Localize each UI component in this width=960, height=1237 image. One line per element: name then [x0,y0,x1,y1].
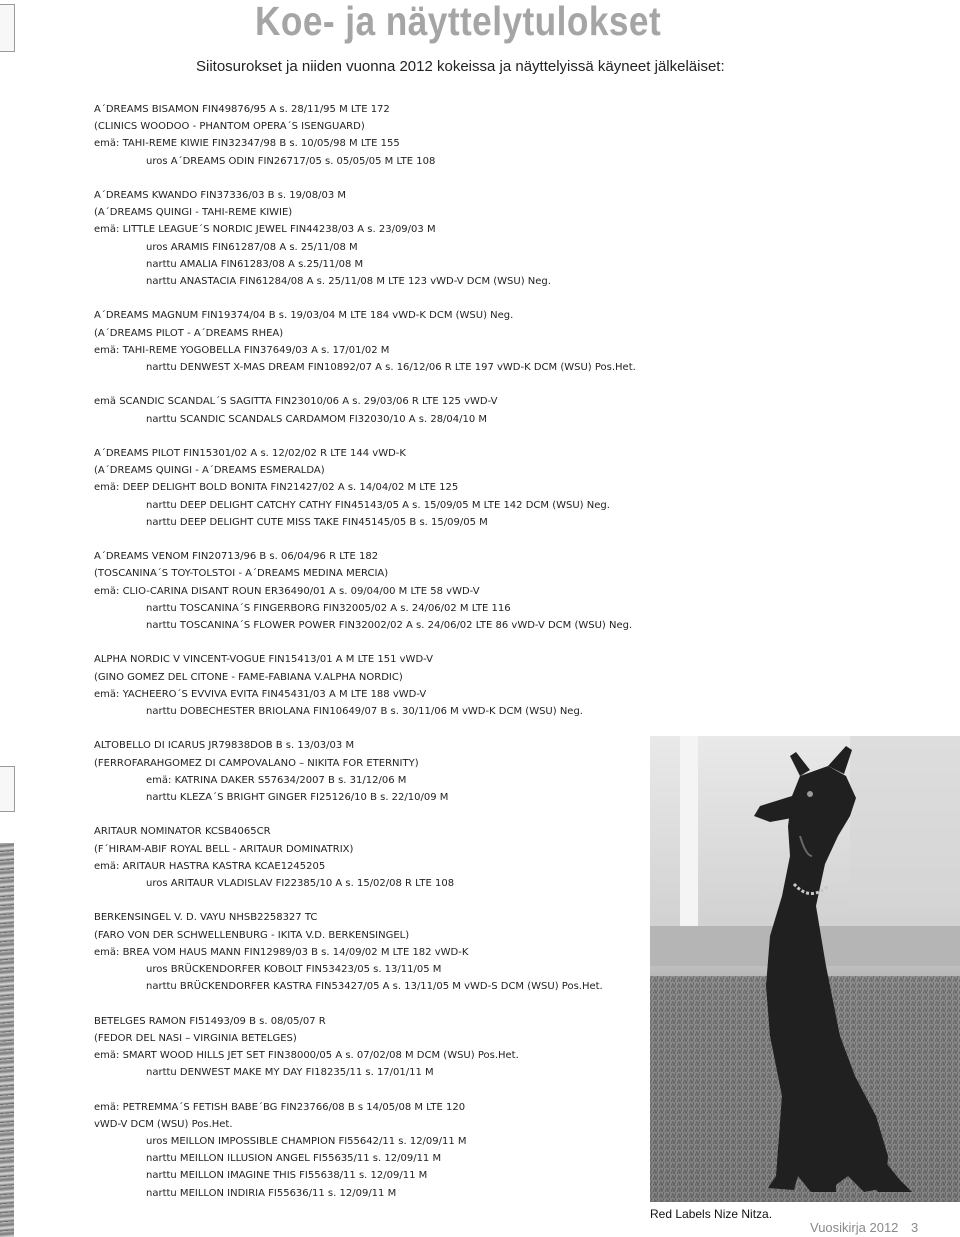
left-photo-strip [0,843,14,1237]
entry-line: A´DREAMS MAGNUM FIN19374/04 B s. 19/03/04 M LTE 184 vWD-K DCM (WSU) Neg. [94,310,514,322]
entry-block [94,909,654,995]
entry-line: ARITAUR NOMINATOR KCSB4065CR [94,826,271,838]
entry-block [94,445,654,531]
entry-line: (FEDOR DEL NASI – VIRGINIA BETELGES) [94,1032,297,1044]
results-list [94,101,654,1219]
offspring-line: narttu ANASTACIA FIN61284/08 A s. 25/11/08 M LTE 123 vWD-V DCM (WSU) Neg. [146,276,551,288]
entry-block [94,823,654,892]
entry-line: ALTOBELLO DI ICARUS JR79838DOB B s. 13/03/03 M [94,740,355,752]
offspring-line: narttu DEEP DELIGHT CATCHY CATHY FIN45143/05 A s. 15/09/05 M LTE 142 DCM (WSU) Neg. [146,499,610,511]
entry-block [94,393,654,427]
entry-block [94,737,654,806]
offspring-line: uros A´DREAMS ODIN FIN26717/05 s. 05/05/05 M LTE 108 [146,155,436,167]
page-number: 3 [911,1220,919,1235]
entry-line: A´DREAMS PILOT FIN15301/02 A s. 12/02/02 R LTE 144 vWD-K [94,448,406,459]
offspring-line: narttu DOBECHESTER BRIOLANA FIN10649/07 B s. 30/11/06 M vWD-K DCM (WSU) Neg. [146,706,583,718]
offspring-line: uros MEILLON IMPOSSIBLE CHAMPION FI55642/11 s. 12/09/11 M [146,1136,467,1148]
entry-line: BETELGES RAMON FI51493/09 B s. 08/05/07 R [94,1015,326,1027]
entry-block [94,1013,654,1082]
entry-line: emä: BREA VOM HAUS MANN FIN12989/03 B s. 14/09/02 M LTE 182 vWD-K [94,946,469,958]
offspring-line: narttu MEILLON ILLUSION ANGEL FI55635/11 s. 12/09/11 M [146,1153,442,1165]
offspring-line: emä: KATRINA DAKER S57634/2007 B s. 31/12/06 M [146,774,407,786]
entry-line: (GINO GOMEZ DEL CITONE - FAME-FABIANA V.ALPHA NORDIC) [94,671,403,683]
entry-line: (CLINICS WOODOO - PHANTOM OPERA´S ISENGUARD) [94,121,365,133]
entry-line: emä: ARITAUR HASTRA KASTRA KCAE1245205 [94,860,326,872]
offspring-line: narttu BRÜCKENDORFER KASTRA FIN53427/05 A s. 13/11/05 M vWD-S DCM (WSU) Pos.Het. [146,981,603,993]
entry-block [94,307,654,376]
margin-tab-top [0,4,15,52]
offspring-line: narttu AMALIA FIN61283/08 A s.25/11/08 M [146,258,364,270]
entry-line: (A´DREAMS PILOT - A´DREAMS RHEA) [94,327,284,339]
dog-photo [650,736,960,1202]
margin-tab-middle [0,766,15,812]
entry-line: emä: DEEP DELIGHT BOLD BONITA FIN21427/02 A s. 14/04/02 M LTE 125 [94,482,459,494]
entry-line: A´DREAMS VENOM FIN20713/96 B s. 06/04/96 R LTE 182 [94,551,379,563]
offspring-line: narttu DENWEST X-MAS DREAM FIN10892/07 A s. 16/12/06 R LTE 197 vWD-K DCM (WSU) Pos.Het. [146,362,636,374]
offspring-line: narttu MEILLON IMAGINE THIS FI55638/11 s. 12/09/11 M [146,1170,428,1182]
entry-line: A´DREAMS BISAMON FIN49876/95 A s. 28/11/95 M LTE 172 [94,104,390,115]
entry-block [94,548,654,634]
entry-line: (FARO VON DER SCHWELLENBURG - IKITA V.D. BERKENSINGEL) [94,929,410,941]
offspring-line: narttu DENWEST MAKE MY DAY FI18235/11 s. 17/01/11 M [146,1067,434,1079]
entry-line: emä: TAHI-REME KIWIE FIN32347/98 B s. 10/05/98 M LTE 155 [94,138,400,150]
offspring-line: uros BRÜCKENDORFER KOBOLT FIN53423/05 s. 13/11/05 M [146,964,442,976]
page-title: Koe- ja näyttelytulokset [255,0,662,44]
offspring-line: narttu TOSCANINA´S FINGERBORG FIN32005/02 A s. 24/06/02 M LTE 116 [146,602,511,614]
entry-line: emä: CLIO-CARINA DISANT ROUN ER36490/01 A s. 09/04/00 M LTE 58 vWD-V [94,585,480,597]
entry-line: vWD-V DCM (WSU) Pos.Het. [94,1118,233,1130]
entry-block [94,101,654,170]
offspring-line: uros ARITAUR VLADISLAV FI22385/10 A s. 15/02/08 R LTE 108 [146,878,455,890]
page-subtitle: Siitosurokset ja niiden vuonna 2012 kokeissa ja näyttelyissä käyneet jälkeläiset: [196,58,725,75]
entry-line: (A´DREAMS QUINGI - A´DREAMS ESMERALDA) [94,465,325,477]
entry-block [94,187,654,290]
entry-line: (F´HIRAM-ABIF ROYAL BELL - ARITAUR DOMINATRIX) [94,843,354,855]
entry-line: emä: SMART WOOD HILLS JET SET FIN38000/05 A s. 07/02/08 M DCM (WSU) Pos.Het. [94,1050,519,1062]
offspring-line: uros ARAMIS FIN61287/08 A s. 25/11/08 M [146,241,358,253]
entry-block [94,1099,654,1202]
entry-line: emä: PETREMMA´S FETISH BABE´BG FIN23766/08 B s 14/05/08 M LTE 120 [94,1101,466,1113]
entry-line: A´DREAMS KWANDO FIN37336/03 B s. 19/08/03 M [94,190,347,201]
entry-line: (TOSCANINA´S TOY-TOLSTOI - A´DREAMS MEDINA MERCIA) [94,568,389,580]
offspring-line: narttu MEILLON INDIRIA FI55636/11 s. 12/09/11 M [146,1187,397,1199]
entry-block [94,651,654,720]
entry-line: (FERROFARAHGOMEZ DI CAMPOVALANO – NIKITA FOR ETERNITY) [94,757,419,769]
entry-line: emä: YACHEERO´S EVVIVA EVITA FIN45431/03 A M LTE 188 vWD-V [94,688,427,700]
offspring-line: narttu KLEZA´S BRIGHT GINGER FI25126/10 B s. 22/10/09 M [146,792,449,804]
entry-line: (A´DREAMS QUINGI - TAHI-REME KIWIE) [94,207,293,219]
offspring-line: narttu DEEP DELIGHT CUTE MISS TAKE FIN45145/05 B s. 15/09/05 M [146,516,488,528]
footer-book-title: Vuosikirja 2012 [810,1220,899,1235]
entry-line: emä SCANDIC SCANDAL´S SAGITTA FIN23010/06 A s. 29/03/06 R LTE 125 vWD-V [94,396,498,408]
offspring-line: narttu SCANDIC SCANDALS CARDAMOM FI32030/10 A s. 28/04/10 M [146,413,488,425]
offspring-line: narttu TOSCANINA´S FLOWER POWER FIN32002/02 A s. 24/06/02 LTE 86 vWD-V DCM (WSU) Neg. [146,620,633,632]
entry-line: emä: LITTLE LEAGUE´S NORDIC JEWEL FIN44238/03 A s. 23/09/03 M [94,224,436,236]
photo-caption: Red Labels Nize Nitza. [650,1207,773,1221]
entry-line: emä: TAHI-REME YOGOBELLA FIN37649/03 A s. 17/01/02 M [94,344,390,356]
entry-line: BERKENSINGEL V. D. VAYU NHSB2258327 TC [94,912,318,924]
entry-line: ALPHA NORDIC V VINCENT-VOGUE FIN15413/01 A M LTE 151 vWD-V [94,654,434,666]
